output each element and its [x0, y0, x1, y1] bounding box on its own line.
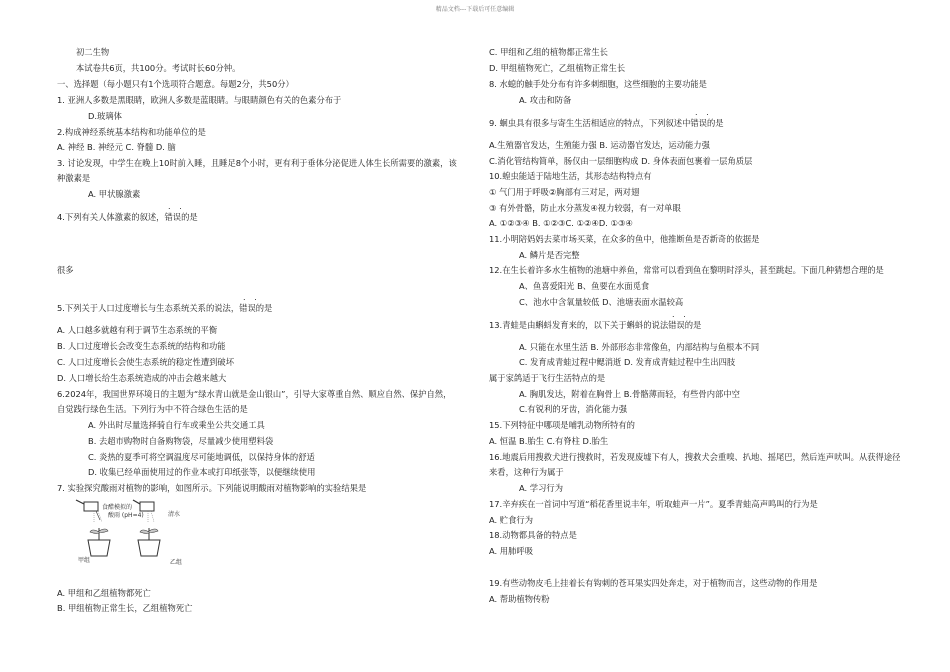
- text-line-q19a: A. 帮助植物传粉: [489, 594, 550, 604]
- text-line-q3b: 种激素是: [57, 173, 91, 183]
- text-line-q17: 17.辛弃疾在一首词中写道“稻花香里说丰年，听取蛙声一片”。夏季青蛙高声鸣叫的行为是: [489, 499, 818, 509]
- text-line-info: 本试卷共6页，共100分。考试时长60分钟。: [76, 63, 241, 73]
- text-line-hen: 很多: [57, 265, 74, 275]
- text-line-q11: 11.小明陪妈妈去菜市场买菜，在众多的鱼中，他推断鱼是否新奇的依据是: [489, 234, 760, 244]
- text-line-q6b: 自觉践行绿色生活。下列行为中不符合绿色生活的是: [57, 404, 248, 414]
- text-line-q18: 18.动物都具备的特点是: [489, 530, 577, 540]
- text-line-q14: 属于家鸽适于飞行生活特点的是: [489, 373, 606, 383]
- page-header: 精品文档---下载后可任意编辑: [435, 6, 515, 13]
- figure-label-water: 清水: [168, 511, 181, 518]
- text-line-q9: 9. 蛔虫具有很多与寄生生活相适应的特点，下列叙述中错误的是: [489, 118, 724, 128]
- text-line-q16b: 来看，这种行为属于: [489, 467, 564, 477]
- figure-label-group-jia: 甲组: [78, 557, 91, 564]
- text-line-q18a: A. 用肺呼吸: [489, 546, 533, 556]
- text-line-title: 初二生物: [76, 47, 110, 57]
- emphasis-dots: . .: [168, 202, 185, 211]
- text-line-q16a: A. 学习行为: [519, 483, 563, 493]
- text-line-q10b: ③ 有外骨骼，防止水分蒸发④视力较弱，有一对单眼: [489, 203, 681, 213]
- text-line-q7b: B. 甲组植物正常生长，乙组植物死亡: [57, 603, 193, 613]
- text-line-q14a: A. 胸肌发达，附着在胸骨上 B.骨骼薄而轻，有些骨内部中空: [519, 389, 740, 399]
- text-line-q13a: A. 只能在水里生活 B. 外部形态非常像鱼，内部结构与鱼根本不同: [519, 342, 760, 352]
- text-line-q8a: A. 攻击和防备: [519, 95, 572, 105]
- text-line-q4: 4.下列有关人体激素的叙述，错误的是: [57, 212, 198, 222]
- text-line-q9a: A.生殖器官发达，生殖能力强 B. 运动器官发达，运动能力强: [489, 140, 710, 150]
- text-line-q19: 19.有些动物皮毛上挂着长有钩刺的苍耳果实四处奔走，对于植物而言，这些动物的作用是: [489, 578, 818, 588]
- text-line-q12a: A、鱼喜爱阳光 B、鱼要在水面觅食: [519, 281, 650, 291]
- text-line-q10: 10.蝗虫能适于陆地生活，其形态结构特点有: [489, 171, 652, 181]
- figure-label-acid-bottom: 酸雨 (pH=4): [108, 512, 144, 519]
- plant-pot-left-icon: [88, 528, 110, 556]
- text-line-q13: 13.青蛙是由蝌蚪发育来的，以下关于蝌蚪的说法错误的是: [489, 320, 702, 330]
- text-line-q9c: C.消化管结构简单，肠仅由一层细胞构成 D. 身体表面包裹着一层角质层: [489, 156, 753, 166]
- text-line-q5a: A. 人口越多就越有利于调节生态系统的平衡: [57, 325, 218, 335]
- text-line-q2: 2.构成神经系统基本结构和功能单位的是: [57, 127, 206, 137]
- text-line-q6: 6.2024年，我国世界环境日的主题为“绿水青山就是金山银山”，引导大家尊重自然、顺应自然、保护自然，: [57, 389, 452, 399]
- text-line-q7c: C. 甲组和乙组的植物都正常生长: [489, 47, 608, 57]
- text-line-q1: 1. 亚洲人多数是黑眼睛，欧洲人多数是蓝眼睛。与眼睛颜色有关的色素分布于: [57, 95, 342, 105]
- text-line-q14c: C.有锐利的牙齿，消化能力强: [519, 404, 627, 414]
- text-line-q8: 8. 水螅的触手处分布有许多刺细胞，这些细胞的主要功能是: [489, 79, 707, 89]
- text-line-q7: 7. 实验探究酸雨对植物的影响，如图所示。下列能说明酸雨对植物影响的实验结果是: [57, 483, 367, 493]
- emphasis-dots: . .: [672, 310, 689, 319]
- text-line-q10o: A. ①②③④ B. ①②③C. ①②④D. ①③④: [489, 218, 633, 228]
- text-line-q15o: A. 恒温 B.胎生 C.有脊柱 D.胎生: [489, 436, 609, 446]
- text-line-q5: 5.下列关于人口过度增长与生态系统关系的说法，错误的是: [57, 303, 273, 313]
- figure-label-acid-top: 食醋模拟的: [102, 504, 133, 511]
- text-line-q16: 16.地震后用搜救犬进行搜救时，若发现废墟下有人，搜救犬会重嗅、扒地、摇尾巴，然后连声吠叫。从获得途径: [489, 452, 901, 462]
- text-line-q6oa: A. 外出时尽量选择骑自行车或乘坐公共交通工具: [88, 420, 265, 430]
- text-line-q7d: D. 甲组植物死亡，乙组植物正常生长: [489, 63, 626, 73]
- text-line-q3a: A. 甲状腺激素: [88, 189, 141, 199]
- text-line-q10a: ① 气门用于呼吸②胸部有三对足，两对翅: [489, 187, 640, 197]
- text-line-q17a: A. 贮食行为: [489, 515, 533, 525]
- text-line-q6oc: C. 炎热的夏季可将空调温度尽可能地调低，以保持身体的舒适: [88, 452, 315, 462]
- text-line-q13c: C. 发育成青蛙过程中鳃消逝 D. 发育成青蛙过程中生出四肢: [519, 357, 736, 367]
- figure-label-group-yi: 乙组: [170, 559, 183, 566]
- text-line-q6ob: B. 去超市购物时自备购物袋，尽量减少使用塑料袋: [88, 436, 274, 446]
- acid-rain-experiment-figure: [70, 498, 200, 568]
- text-line-q5d: D. 人口增长给生态系统造成的冲击会越来越大: [57, 373, 227, 383]
- text-line-q7a: A. 甲组和乙组植物都死亡: [57, 588, 151, 598]
- text-line-q1d: D.玻璃体: [88, 111, 122, 121]
- text-line-q5b: B. 人口过度增长会改变生态系统的结构和功能: [57, 341, 226, 351]
- text-line-q3: 3. 讨论发现，中学生在晚上10时前入睡，且睡足8个小时，更有利于垂体分泌促进人体生长所需要的激素，该: [57, 158, 457, 168]
- text-line-q6od: D. 收集已经单面使用过的作业本或打印纸张等，以便继续使用: [88, 467, 316, 477]
- text-line-q12c: C、池水中含氧量较低 D、池塘表面水温较高: [519, 297, 684, 307]
- plant-pot-right-icon: [138, 528, 160, 556]
- text-line-q12: 12.在生长着许多水生植物的池塘中养鱼，常常可以看到鱼在黎明时浮头，甚至跳起。下面几种猜想合理的是: [489, 265, 884, 275]
- text-line-q11a: A. 鳞片是否完整: [519, 250, 580, 260]
- emphasis-dots: . .: [695, 108, 712, 117]
- text-line-q5c: C. 人口过度增长会使生态系统的稳定性遭到破坏: [57, 357, 235, 367]
- text-line-q2o: A. 神经 B. 神经元 C. 脊髓 D. 脑: [57, 142, 176, 152]
- text-line-q15: 15.下列特征中哪项是哺乳动物所特有的: [489, 420, 635, 430]
- watering-can-left-icon: [76, 500, 102, 522]
- text-line-sec1: 一、选择题（每小题只有1个选项符合题意。每题2分，共50分）: [57, 79, 294, 89]
- emphasis-dots: . .: [243, 293, 260, 302]
